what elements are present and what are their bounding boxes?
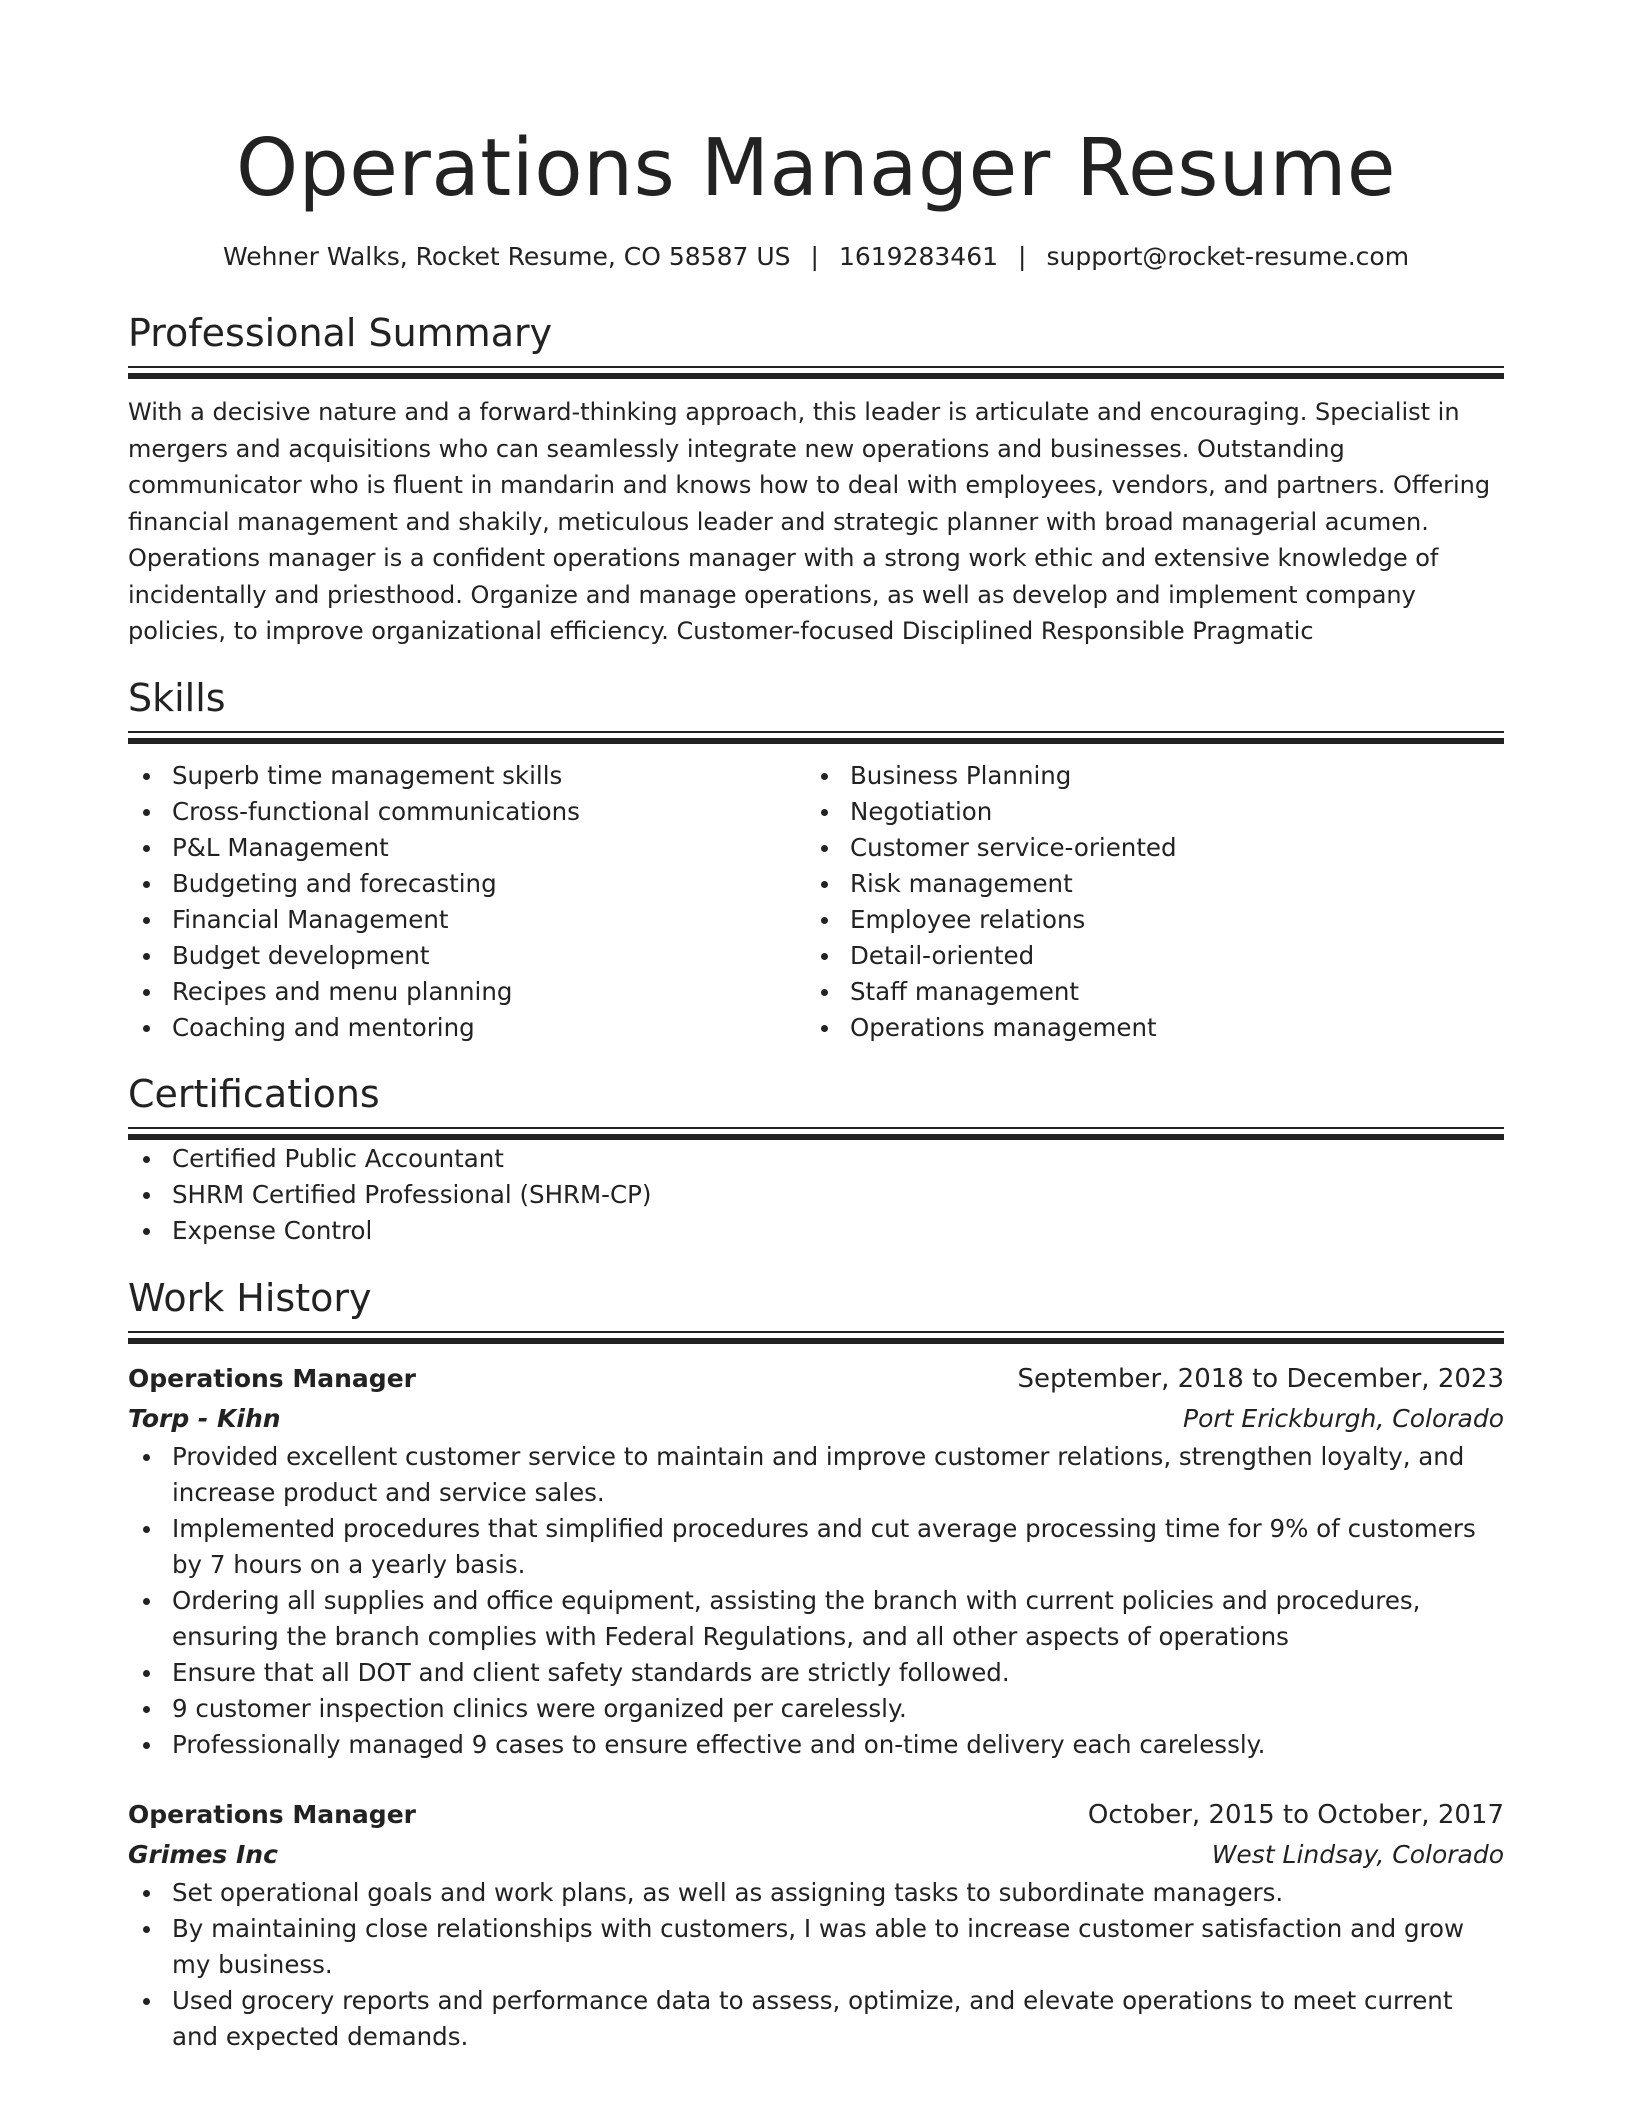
certifications-section — [128, 1069, 1504, 1249]
job-company-row — [128, 1399, 1504, 1439]
skills-column-right — [806, 758, 1484, 1046]
skill-item: Business Planning — [806, 758, 1484, 794]
responsibility-item: By maintaining close relationships with customers, I was able to increase customer satisfaction and grow my business. — [128, 1911, 1504, 1983]
job-entry — [128, 1795, 1504, 2055]
job-location: West Lindsay, Colorado — [1211, 1839, 1504, 1869]
certification-item: SHRM Certified Professional (SHRM-CP) — [128, 1177, 1504, 1213]
contact-line — [128, 240, 1504, 274]
contact-address: Wehner Walks, Rocket Resume, CO 58587 US — [222, 242, 791, 271]
job-entry — [128, 1359, 1504, 1763]
section-divider — [128, 1127, 1504, 1141]
skill-item: Superb time management skills — [128, 758, 806, 794]
certifications-list — [128, 1141, 1504, 1249]
section-divider — [128, 731, 1504, 745]
job-header-row — [128, 1359, 1504, 1399]
section-divider — [128, 1331, 1504, 1345]
responsibility-item: Ordering all supplies and office equipment, assisting the branch with current policies and procedures, ensuring the branch complies with Federal Regulations, and all other aspects of operations — [128, 1583, 1504, 1655]
contact-email: support@rocket-resume.com — [1046, 242, 1410, 271]
summary-heading: Professional Summary — [128, 311, 553, 355]
skill-item: Budgeting and forecasting — [128, 866, 806, 902]
resume-page — [128, 0, 1504, 2055]
skill-item: Employee relations — [806, 902, 1484, 938]
skill-item: Financial Management — [128, 902, 806, 938]
section-divider — [128, 366, 1504, 380]
work-history-heading: Work History — [128, 1275, 372, 1320]
job-company-row — [128, 1835, 1504, 1875]
skill-item: Budget development — [128, 938, 806, 974]
certification-item: Certified Public Accountant — [128, 1141, 1504, 1177]
responsibility-item: Ensure that all DOT and client safety standards are strictly followed. — [128, 1655, 1504, 1691]
summary-section — [128, 308, 1504, 650]
skill-item: Customer service-oriented — [806, 830, 1484, 866]
job-title: Operations Manager — [128, 1363, 416, 1393]
job-company: Torp - Kihn — [128, 1403, 281, 1433]
job-company: Grimes Inc — [128, 1839, 278, 1869]
responsibility-item: 9 customer inspection clinics were organized per carelessly. — [128, 1691, 1504, 1727]
contact-separator: | — [810, 242, 819, 271]
job-dates: September, 2018 to December, 2023 — [1017, 1363, 1504, 1394]
responsibility-item: Set operational goals and work plans, as well as assigning tasks to subordinate managers. — [128, 1875, 1504, 1911]
job-responsibilities — [128, 1875, 1504, 2055]
skills-heading: Skills — [128, 675, 226, 720]
job-location: Port Erickburgh, Colorado — [1183, 1403, 1504, 1433]
job-responsibilities — [128, 1439, 1504, 1763]
skills-grid — [128, 758, 1504, 1046]
job-header-row — [128, 1795, 1504, 1835]
certification-item: Expense Control — [128, 1213, 1504, 1249]
skills-column-left — [128, 758, 806, 1046]
skill-item: Negotiation — [806, 794, 1484, 830]
responsibility-item: Professionally managed 9 cases to ensure effective and on-time delivery each carelessly. — [128, 1727, 1504, 1763]
skill-item: Operations management — [806, 1010, 1484, 1046]
contact-separator: | — [1018, 242, 1027, 271]
skills-list-left — [128, 758, 806, 1046]
summary-text: With a decisive nature and a forward-thinking approach, this leader is articulate and encouraging. Specialist in mergers and acquisitions who can seamlessly integrate new operations and businesses. Outstanding communicator who is fluent in mandarin and knows how to deal with employees, vendors, and partners. Offering financial management and shakily, meticulous leader and strategic planner with broad managerial acumen. Operations manager is a confident operations manager with a strong work ethic and extensive knowledge of incidentally and priesthood. Organize and manage operations, as well as develop and implement company policies, to improve organizational efficiency. Customer-focused Disciplined Responsible Pragmatic — [128, 398, 1491, 645]
responsibility-item: Used grocery reports and performance data to assess, optimize, and elevate operations to meet current and expected demands. — [128, 1983, 1504, 2055]
job-dates: October, 2015 to October, 2017 — [1087, 1799, 1504, 1830]
skill-item: Detail-oriented — [806, 938, 1484, 974]
resume-title: Operations Manager Resume — [235, 122, 1397, 214]
skill-item: Recipes and menu planning — [128, 974, 806, 1010]
certifications-heading: Certifications — [128, 1071, 380, 1116]
skill-item: Coaching and mentoring — [128, 1010, 806, 1046]
skills-section — [128, 673, 1504, 1046]
responsibility-item: Implemented procedures that simplified procedures and cut average processing time for 9% of customers by 7 hours on a yearly basis. — [128, 1511, 1504, 1583]
skills-list-right — [806, 758, 1484, 1046]
work-history-section — [128, 1273, 1504, 2055]
responsibility-item: Provided excellent customer service to maintain and improve customer relations, strengthen loyalty, and increase product and service sales. — [128, 1439, 1504, 1511]
skill-item: Risk management — [806, 866, 1484, 902]
skill-item: P&L Management — [128, 830, 806, 866]
job-title: Operations Manager — [128, 1799, 416, 1829]
skill-item: Staff management — [806, 974, 1484, 1010]
contact-phone: 1619283461 — [838, 242, 999, 271]
skill-item: Cross-functional communications — [128, 794, 806, 830]
